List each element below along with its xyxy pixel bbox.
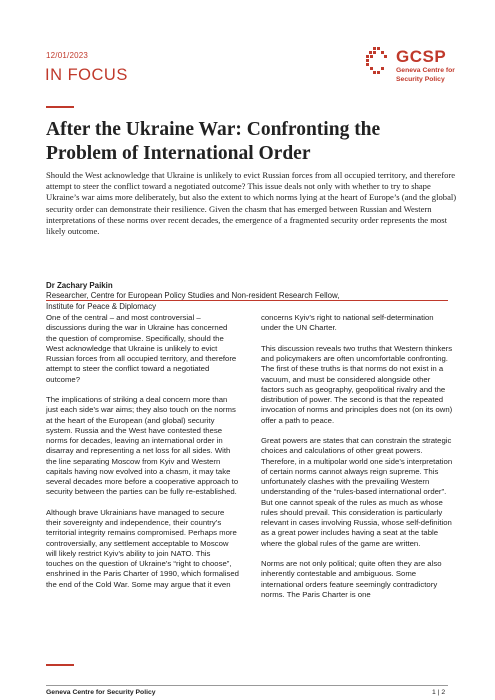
body-column-right — [261, 313, 454, 610]
section-label: IN FOCUS — [45, 66, 128, 84]
paragraph: One of the central – and most controversial – discussions during the war in Ukraine has concerned the question of compromise. Specifically, should the West acknowledge that Ukraine is unlikely to evict Russian forces from all occupied territory, and therefore attempt to steer the conflict toward a negotiated outcome? — [46, 313, 237, 384]
page-number: 1 | 2 — [432, 689, 446, 696]
footer-divider — [46, 685, 448, 686]
logo-subtitle-line2: Security Policy — [396, 76, 445, 83]
section-divider — [46, 300, 448, 301]
gcsp-logo — [365, 46, 475, 88]
footer-organisation: Geneva Centre for Security Policy — [46, 689, 156, 696]
paragraph: Although brave Ukrainians have managed to secure their sovereignty and independence, their country’s territorial integrity remains compromised. Perhaps more controversially, any settlement acceptable to Moscow will likely restrict Kyiv’s ability to join NATO. This touches on the question of Ukraine’s “right to choose”, enshrined in the Paris Charter of 1990, which formalised the end of the Cold War. Some may argue that it even — [46, 507, 239, 589]
paragraph: concerns Kyiv’s right to national self-determination under the UN Charter. — [261, 313, 434, 333]
article-abstract: Should the West acknowledge that Ukraine is unlikely to evict Russian forces from all occupied territory, and therefore attempt to steer the conflict toward a negotiated outcome? This issue deals not only with whether to try to shape Ukraine’s war aims more deliberately, but also the extent to which norms lying at the heart of Europe’s (and the global) security order can demonstrate their resilience. Given the chasm that has emerged between Russian and Western interpretations of these norms over recent decades, the emergence of a fragmented security order represents the most likely outcome. — [46, 170, 457, 237]
publication-date: 12/01/2023 — [46, 51, 89, 60]
footer-accent-rule — [46, 664, 74, 666]
paragraph: This discussion reveals two truths that Western thinkers and policymakers are often uncomfortable confronting. The first of these truths is that norms do not exist in a vacuum, and must be considered alongside other factors such as geography, geopolitical rivalry and the distribution of power. The second is that the repeated invocation of norms and principles does not (on its own) offer a path to peace. — [261, 343, 453, 425]
paragraph: Norms are not only political; quite often they are also inherently contestable and ambiguous. Some international orders feature seemingly contradictory norms. The Paris Charter is one — [261, 559, 442, 599]
paragraph: The implications of striking a deal concern more than just each side’s war aims; they also touch on the norms at the heart of the European (and global) security system. Russia and the West have contested these norms for decades, leaving an international order in disarray and representing a net loss for all sides. With the line separating Moscow from Kyiv and Western capitals having now evolved into a chasm, it may take several decades more before a cooperative approach to security between the parties can be fully re-established. — [46, 395, 239, 497]
logo-subtitle-line1: Geneva Centre for — [396, 67, 455, 74]
author-block — [46, 281, 346, 312]
author-name: Dr Zachary Paikin — [46, 281, 113, 290]
article-title: After the Ukraine War: Confronting the Problem of International Order — [46, 119, 381, 164]
title-accent-rule — [46, 106, 74, 108]
paragraph: Great powers are states that can constrain the strategic choices and calculations of other great powers. Therefore, in a multipolar world one side’s interpretation of certain norms cannot always reign supreme. This unfortunately clashes with the prevailing Western understanding of the “rules-based international order”. But one cannot speak of the rules as much as whose rules should prevail. This consideration is particularly relevant in cases involving Russia, whose self-definition as a great power includes having a seat at the table where the global rules of the game are written. — [261, 436, 453, 548]
author-affiliation: Researcher, Centre for European Policy Studies and Non-resident Research Fellow, Institute for Peace & Diplomacy — [46, 291, 340, 311]
logo-name: GCSP — [396, 47, 447, 66]
logo-mark-icon — [365, 46, 393, 82]
body-column-left — [46, 313, 239, 600]
